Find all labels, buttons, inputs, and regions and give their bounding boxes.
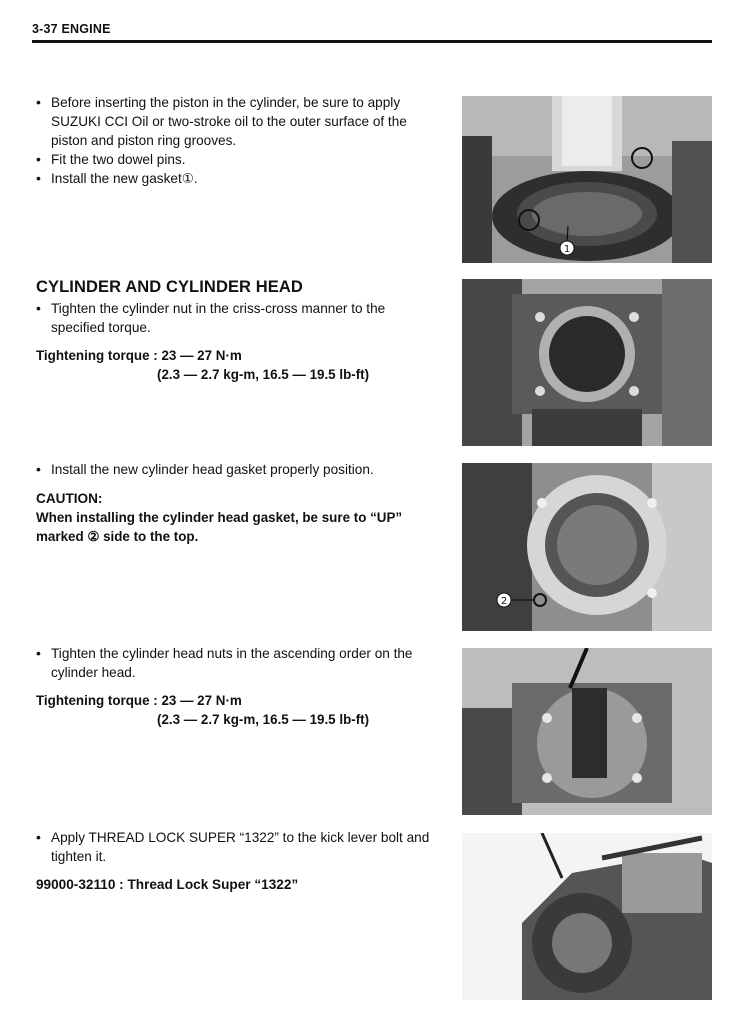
torque-spec [36, 691, 436, 729]
bullet-item: • Install the new gasket①. [36, 169, 436, 188]
caution-body: When installing the cylinder head gasket, be sure to “UP” marked ② side to the top. [36, 510, 403, 544]
cylinder-section [36, 278, 436, 384]
caution-title: CAUTION: [36, 491, 103, 506]
thread-lock-bullets [36, 828, 436, 866]
photo-head-nuts [462, 648, 712, 815]
svg-text:1: 1 [563, 244, 571, 255]
head-nuts-section [36, 644, 436, 729]
head-gasket-section [36, 460, 436, 546]
head-gasket-bullets [36, 460, 436, 479]
photo-piston-gasket [462, 96, 712, 263]
torque-line: Tightening torque : 23 — 27 N·m [36, 348, 242, 363]
page-header-title: 3-37 ENGINE [32, 22, 111, 36]
torque-spec [36, 346, 436, 384]
part-number: 99000-32110 : Thread Lock Super “1322” [36, 877, 299, 892]
photo-kick-lever [462, 833, 712, 1000]
thread-lock-section [36, 828, 436, 894]
photo-cylinder-nuts [462, 279, 712, 446]
head-nuts-bullets [36, 644, 436, 682]
section-title: CYLINDER AND CYLINDER HEAD [36, 278, 303, 296]
bullet-item: • Apply THREAD LOCK SUPER “1322” to the kick lever bolt and tighten it. [36, 828, 436, 866]
torque-line-converted: (2.3 — 2.7 kg-m, 16.5 — 19.5 lb-ft) [157, 367, 370, 382]
cylinder-bullets [36, 299, 436, 337]
bullet-item: • Fit the two dowel pins. [36, 150, 436, 169]
torque-line-converted: (2.3 — 2.7 kg-m, 16.5 — 19.5 lb-ft) [157, 712, 370, 727]
piston-install-section [36, 93, 436, 188]
torque-line: Tightening torque : 23 — 27 N·m [36, 693, 242, 708]
photo-head-gasket [462, 463, 712, 631]
svg-text:2: 2 [500, 596, 508, 607]
bullet-item: • Tighten the cylinder nut in the criss-cross manner to the specified torque. [36, 299, 436, 337]
piston-install-bullets [36, 93, 436, 188]
header-rule [32, 40, 712, 43]
bullet-item: • Before inserting the piston in the cylinder, be sure to apply SUZUKI CCI Oil or two-stroke oil to the outer surface of the piston and piston ring grooves. [36, 93, 436, 150]
bullet-item: • Install the new cylinder head gasket properly position. [36, 460, 436, 479]
bullet-item: • Tighten the cylinder head nuts in the ascending order on the cylinder head. [36, 644, 436, 682]
